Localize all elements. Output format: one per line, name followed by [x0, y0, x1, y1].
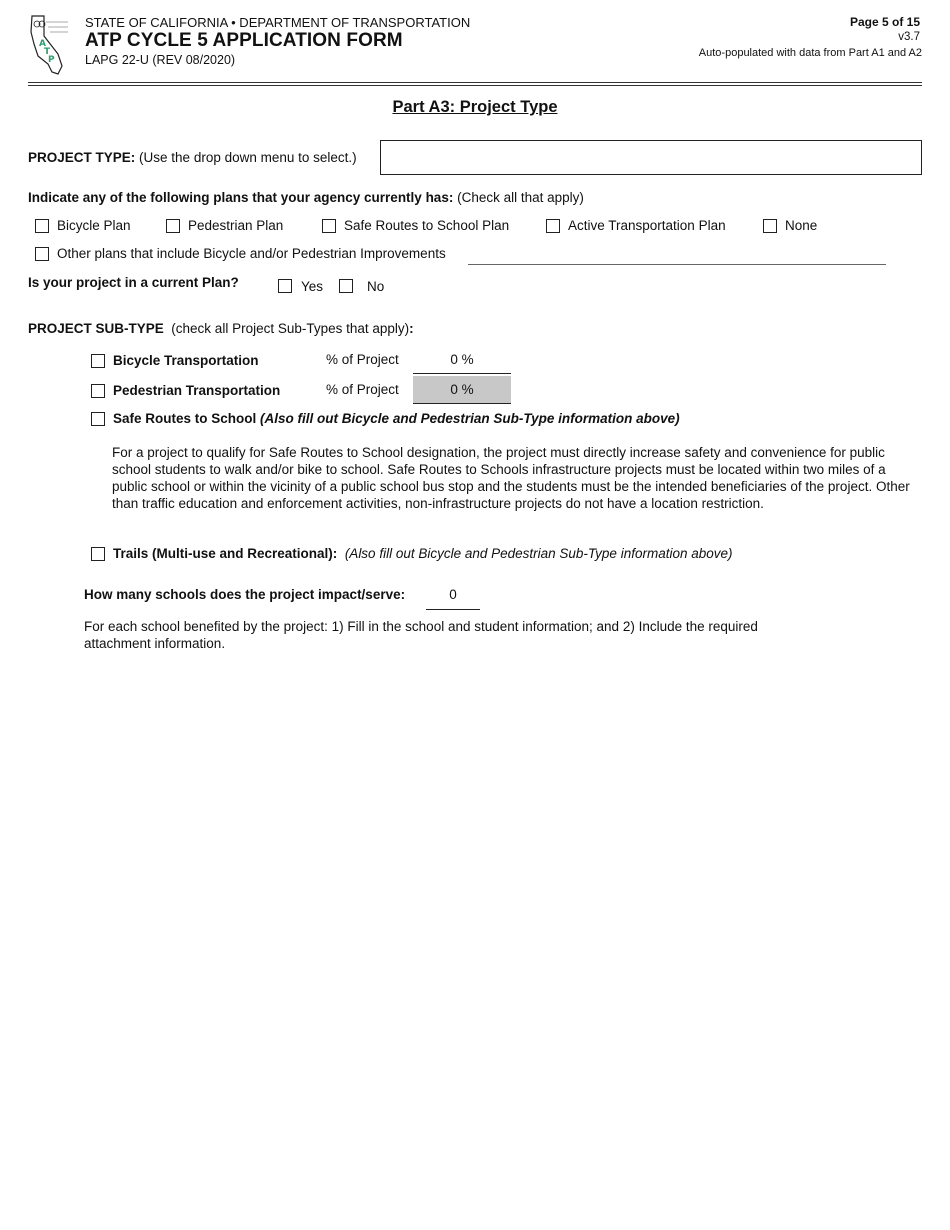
project-type-label — [28, 150, 357, 165]
safe-routes-to-school-row — [113, 411, 680, 426]
schools-count-field[interactable]: 0 — [426, 587, 480, 610]
pedestrian-transportation-checkbox[interactable] — [91, 384, 105, 398]
svg-text:P: P — [48, 55, 55, 65]
no-plan-label: None — [785, 218, 818, 233]
plans-question-bold: Indicate any of the following plans that your agency currently has: — [28, 190, 454, 205]
subtype-heading-bold: PROJECT SUB-TYPE — [28, 321, 164, 336]
project-type-dropdown[interactable] — [380, 140, 922, 175]
active-transportation-plan-checkbox[interactable] — [546, 219, 560, 233]
auto-populated-note: Auto-populated with data from Part A1 and A2 — [698, 47, 922, 59]
form-title: ATP CYCLE 5 APPLICATION FORM — [85, 30, 403, 51]
pedestrian-pct-label: % of Project — [326, 382, 399, 397]
version-label: v3.7 — [898, 31, 920, 43]
header-divider-top — [28, 82, 922, 83]
pedestrian-plan-checkbox[interactable] — [166, 219, 180, 233]
srts-qualification-paragraph: For a project to qualify for Safe Routes to School designation, the project must directly increase safety and convenience for public school students to walk and/or bike to school. Safe Routes to Schools infrastructure projects must be located within two miles of a public school or within the vicinity of a public school bus stop and the students must be the intended beneficiaries of the project. Other than traffic education and enforcement activities, non-infrastructure projects do not have a location restriction. — [112, 445, 910, 511]
current-plan-yes-checkbox[interactable] — [278, 279, 292, 293]
current-plan-no-checkbox[interactable] — [339, 279, 353, 293]
bicycle-plan-checkbox[interactable] — [35, 219, 49, 233]
subtype-heading-hint: (check all Project Sub-Types that apply) — [171, 321, 410, 336]
safe-routes-to-school-checkbox[interactable] — [91, 412, 105, 426]
current-plan-question: Is your project in a current Plan? — [28, 275, 239, 290]
header-divider-bottom — [28, 85, 922, 86]
subtype-heading-colon: : — [409, 321, 414, 336]
trails-note: (Also fill out Bicycle and Pedestrian Sub-Type information above) — [344, 546, 733, 561]
bicycle-transportation-checkbox[interactable] — [91, 354, 105, 368]
bicycle-transportation-label: Bicycle Transportation — [113, 353, 259, 368]
project-type-label-hint: (Use the drop down menu to select.) — [139, 150, 357, 165]
plans-question — [28, 190, 584, 205]
pedestrian-transportation-label: Pedestrian Transportation — [113, 383, 281, 398]
pedestrian-pct-field[interactable]: 0 % — [413, 376, 511, 404]
safe-routes-to-school-note: (Also fill out Bicycle and Pedestrian Sub-Type information above) — [260, 411, 680, 426]
form-code: LAPG 22-U (REV 08/2020) — [85, 53, 236, 67]
project-type-label-bold: PROJECT TYPE: — [28, 150, 136, 165]
section-title: Part A3: Project Type — [392, 98, 558, 116]
plans-question-hint: (Check all that apply) — [457, 190, 584, 205]
schools-count-question: How many schools does the project impact/serve: — [84, 587, 406, 602]
current-plan-no-label: No — [367, 279, 385, 294]
svg-text:A: A — [39, 39, 46, 49]
agency-name: STATE OF CALIFORNIA • DEPARTMENT OF TRANSPORTATION — [85, 15, 471, 30]
other-plans-checkbox[interactable] — [35, 247, 49, 261]
other-plans-label: Other plans that include Bicycle and/or Pedestrian Improvements — [57, 246, 446, 261]
california-atp-logo — [28, 14, 72, 78]
page-number: Page 5 of 15 — [849, 15, 920, 29]
bicycle-pct-field[interactable]: 0 % — [413, 346, 511, 374]
trails-checkbox[interactable] — [91, 547, 105, 561]
schools-instructions: For each school benefited by the project: 1) Fill in the school and student information; and 2) Include the required attachment information. — [84, 619, 758, 651]
subtype-heading — [28, 321, 414, 336]
srts-plan-checkbox[interactable] — [322, 219, 336, 233]
other-plans-input[interactable] — [468, 264, 886, 265]
no-plan-checkbox[interactable] — [763, 219, 777, 233]
trails-row — [113, 546, 733, 561]
svg-text:T: T — [44, 47, 51, 57]
trails-label: Trails (Multi-use and Recreational): — [113, 546, 338, 561]
pedestrian-plan-label: Pedestrian Plan — [188, 218, 284, 233]
safe-routes-to-school-label: Safe Routes to School — [113, 411, 257, 426]
current-plan-yes-label: Yes — [301, 279, 324, 294]
bicycle-pct-label: % of Project — [326, 352, 399, 367]
active-transportation-plan-label: Active Transportation Plan — [568, 218, 726, 233]
srts-plan-label: Safe Routes to School Plan — [344, 218, 510, 233]
bicycle-plan-label: Bicycle Plan — [57, 218, 131, 233]
